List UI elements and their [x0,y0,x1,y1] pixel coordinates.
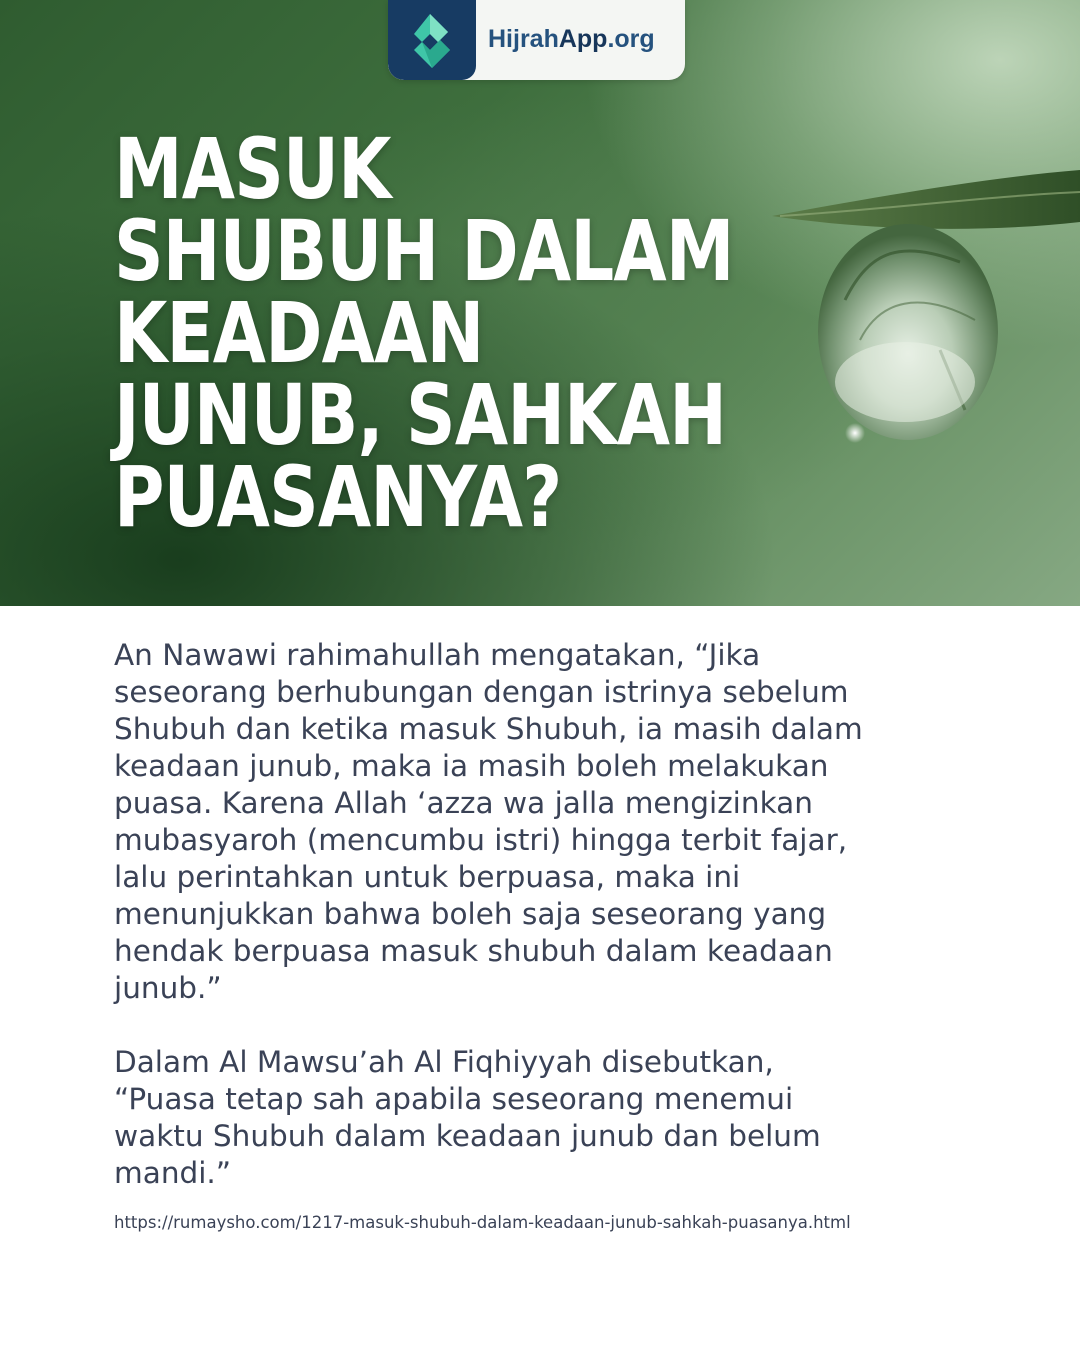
body-line: keadaan junub, maka ia masih boleh melakukan [114,749,829,783]
logo-mark [388,0,476,80]
body-line: Dalam Al Mawsu’ah Al Fiqhiyyah disebutkan, [114,1045,774,1079]
leaf-shape [772,170,1080,229]
hijrahapp-logo-icon [400,8,464,72]
brand-name-part1: Hijrah [488,25,559,53]
brand-name [488,22,655,56]
body-line: hendak berpuasa masuk shubuh dalam keadaan [114,934,833,968]
title-line: JUNUB, SAHKAH [114,366,727,464]
brand-name-part2: App [558,25,608,53]
source-link[interactable]: https://rumaysho.com/1217-masuk-shubuh-dalam-keadaan-junub-sahkah-puasanya.html [114,1213,851,1232]
body-line: An Nawawi rahimahullah mengatakan, “Jika [114,638,761,672]
body-line: menunjukkan bahwa boleh saja seseorang yang [114,897,827,931]
body-line: puasa. Karena Allah ‘azza wa jalla mengizinkan [114,786,813,820]
paragraph-spacer [114,1007,974,1044]
body-line: mubasyaroh (mencumbu istri) hingga terbit fajar, [114,823,848,857]
title-line: PUASANYA? [114,448,562,546]
body-line: waktu Shubuh dalam keadaan junub dan belum [114,1119,821,1153]
body-line: junub.” [114,971,222,1005]
hero-banner [0,0,1080,606]
title-line: KEADAAN [114,284,484,382]
quote-paragraph-mawsuah [114,1044,974,1192]
page-title [114,120,734,546]
article-body [114,637,974,1192]
brand-logo[interactable] [388,0,685,80]
body-line: seseorang berhubungan dengan istrinya sebelum [114,675,849,709]
brand-name-part3: .org [607,25,655,53]
body-line: lalu perintahkan untuk berpuasa, maka ini [114,860,741,894]
body-line: Shubuh dan ketika masuk Shubuh, ia masih dalam [114,712,863,746]
body-line: “Puasa tetap sah apabila seseorang menemui [114,1082,794,1116]
title-line: SHUBUH DALAM [114,202,734,300]
title-line: MASUK [114,120,391,218]
body-line: mandi.” [114,1156,232,1190]
quote-paragraph-nawawi [114,637,974,1007]
